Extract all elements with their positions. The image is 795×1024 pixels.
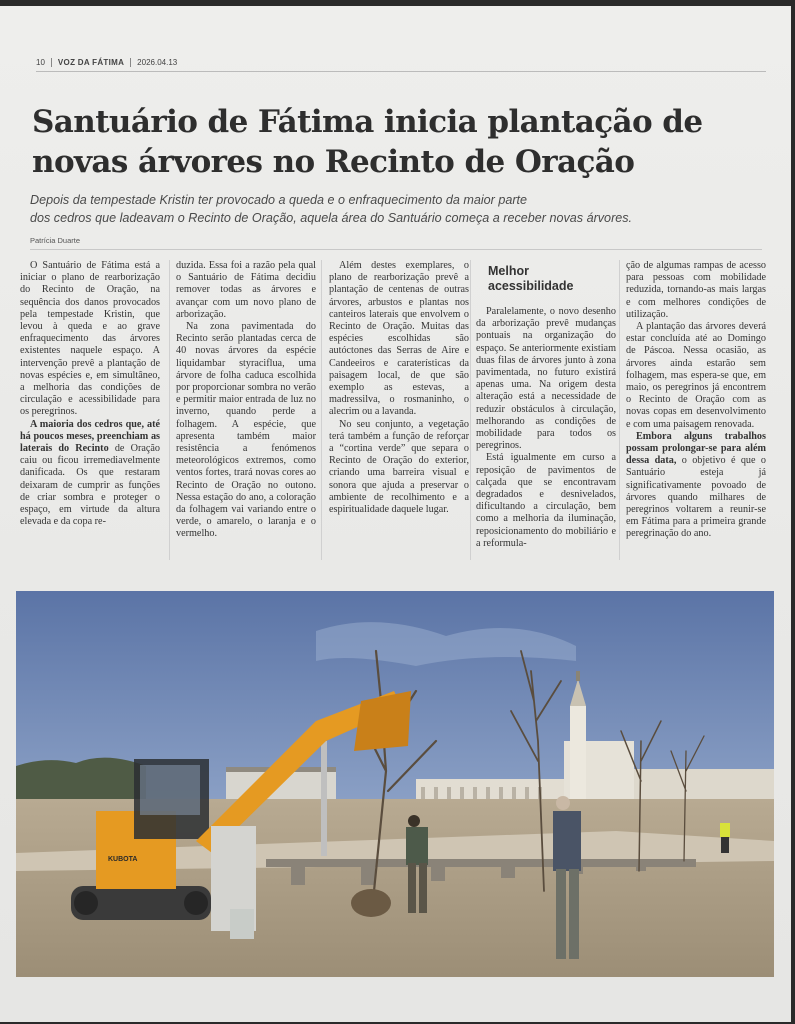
headline-line-2: novas árvores no Recinto de Oração	[32, 144, 635, 180]
highlighted-text: Embora alguns trabalhos possam prolongar-se para além dessa data,	[626, 430, 766, 467]
newspaper-page	[0, 6, 791, 1022]
lamp-post	[321, 741, 327, 856]
photo-illustration	[16, 591, 774, 977]
paragraph: A plantação das árvores deverá estar concluída até ao Domingo de Páscoa. Nessa ocasião, as árvores ainda estarão sem folhagem, mas espera-se que, em maio, os peregrinos já encontrem o Recinto de Oração com as novas copas em desenvolvimento e com uma paisagem renovada.	[626, 321, 766, 430]
publication-name: VOZ DA FÁTIMA	[57, 58, 125, 67]
paragraph: ção de algumas rampas de acesso para pessoas com mobilidade reduzida, tornando-as mais largas e com melhores condições de utilização.	[626, 260, 766, 320]
text-column-3	[329, 260, 469, 516]
paragraph: Além destes exemplares, o plano de rearborização prevê a plantação de centenas de outras árvores, arbustos e plantas nos canteiros laterais que envolvem o Recinto de Oração. Muitas das espécies escolhidas são autóctones das Serras de Aire e Candeeiros e caraterísticas da paisagem local, de que são exemplo as estevas, a madressilva, o rosmaninho, o alecrim ou a lavanda.	[329, 260, 469, 418]
column-rule	[169, 260, 170, 560]
paragraph: duzida. Essa foi a razão pela qual o Santuário de Fátima decidiu remover todas as árvores e avançar com um novo plano de arborização.	[176, 260, 316, 320]
paragraph: Está igualmente em curso a reposição de pavimentos de calçada que se encontravam degradados e desnivelados, dificultando a circulação, bem como a melhoria da iluminação, reposicionamento do mobiliário e a reformula-	[476, 452, 616, 549]
paragraph: Na zona pavimentada do Recinto serão plantadas cerca de 40 novas árvores da espécie liquidambar styraciflua, uma árvore de folha caduca escolhida por proporcionar sombra no verão e permitir maior entrada de luz no inverno, quando perde a folhagem. A espécie, que apresenta também maior resistência a fenómenos meteorológicos extremos, como ventos fortes, trará novas cores ao Recinto de Oração no outono. Nessa estação do ano, a coloração da folhagem vai variando entre o verde, o amarelo, o laranja e o vermelho.	[176, 321, 316, 540]
text-column-5	[626, 260, 766, 541]
header-divider	[51, 58, 52, 67]
column-rule	[321, 260, 322, 560]
paragraph	[20, 419, 160, 529]
root-ball	[351, 889, 391, 917]
headline-line-1: Santuário de Fátima inicia plantação de	[32, 104, 703, 140]
article-lead	[30, 191, 770, 227]
paragraph-text: de Oração caiu ou ficou irremediavelmente danificada. Os que restaram deixaram de cumprir as funções de criar sombra e proteger o espaço, em virtude da altura elevada e da copa re-	[20, 443, 160, 528]
header-divider	[130, 58, 131, 67]
column-rule	[619, 260, 620, 560]
paragraph: No seu conjunto, a vegetação terá também a função de reforçar a “cortina verde” que separa o Recinto de Oração do exterior, criando uma barreira visual e sonora que ajuda a preservar o ambiente de recolhimento e a espiritualidade daquele lugar.	[329, 418, 469, 516]
container	[230, 909, 254, 939]
page-header	[36, 58, 766, 72]
paragraph: Paralelamente, o novo desenho da arborização prevê mudanças pontuais na organização do espaço. Se anteriormente existiam duas filas de árvores junto à zona pavimentada, no futuro existirá apenas uma. Na origem desta alteração está a necessidade de reduzir obstáculos à circulação, melhorando as condições de mobilidade para todos os peregrinos.	[476, 306, 616, 452]
excavator-brand: KUBOTA	[108, 856, 138, 863]
lead-line-2: dos cedros que ladeavam o Recinto de Oração, aquela área do Santuário começa a receber novas árvores.	[30, 211, 633, 225]
page-number: 10	[36, 58, 45, 67]
article-headline	[32, 102, 772, 182]
paragraph-text: o objetivo é que o Santuário esteja já significativamente povoado de árvores quando milhares de peregrinos voltarem a reunir-se em Fátima para a primeira grande peregrinação do ano.	[626, 455, 766, 540]
divider	[30, 249, 762, 250]
distant-worker	[720, 823, 730, 853]
article-photo	[16, 591, 774, 977]
paragraph	[626, 431, 766, 541]
byline: Patrícia Duarte	[30, 236, 81, 245]
column-rule	[470, 260, 471, 560]
highlighted-text: A maioria dos cedros que, até há poucos meses, preenchiam as laterais do Recinto	[20, 418, 160, 455]
text-column-1	[20, 260, 160, 528]
text-column-2	[176, 260, 316, 541]
text-column-4	[476, 306, 616, 550]
paragraph: O Santuário de Fátima está a iniciar o plano de rearborização do Recinto de Oração, na sequência dos danos provocados pela tempestade Kristin, que levou à queda e ao grave enfraquecimento das árvores existentes naquele espaço. A intervenção prevê a plantação de novas espécies e, em simultâneo, a melhoria das condições de circulação e acessibilidade para os peregrinos.	[20, 260, 160, 418]
section-subhead: Melhor acessibilidade	[488, 264, 574, 293]
issue-date: 2026.04.13	[137, 58, 178, 67]
lead-line-1: Depois da tempestade Kristin ter provocado a queda e o enfraquecimento da maior parte	[30, 193, 528, 207]
distant-trees	[16, 758, 146, 806]
